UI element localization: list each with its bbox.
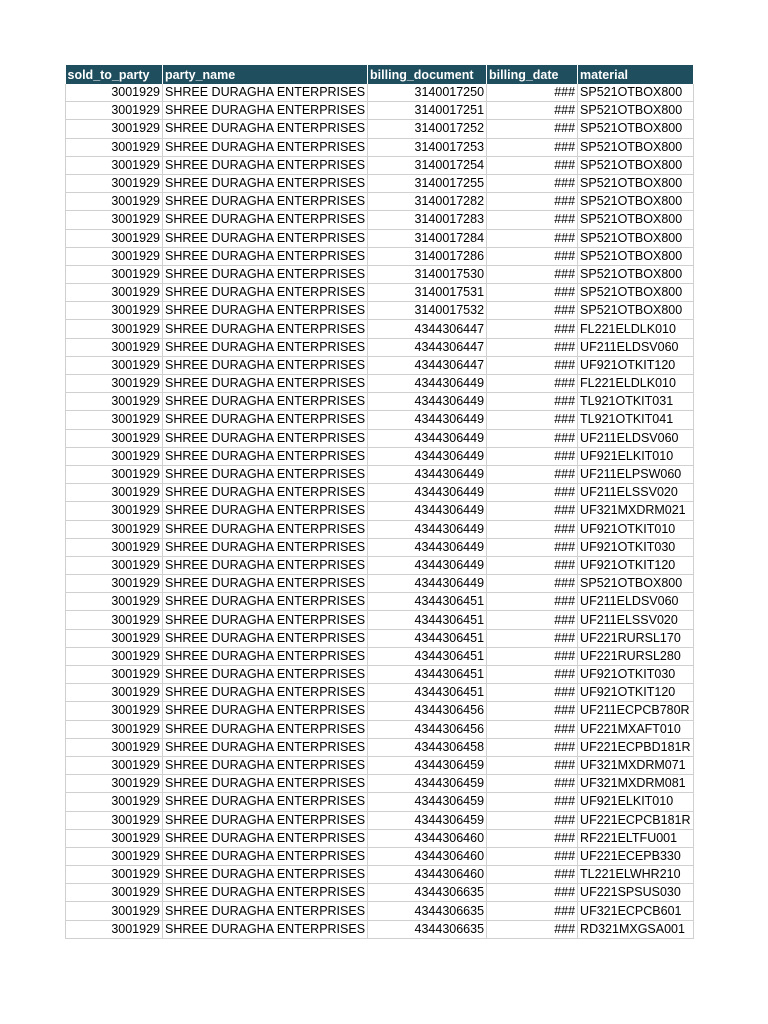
material-cell[interactable]: UF321MXDRM071 bbox=[578, 756, 693, 774]
material-cell[interactable]: UF921OTKIT120 bbox=[578, 556, 693, 574]
billing-document-cell[interactable]: 4344306449 bbox=[368, 575, 487, 593]
sold-to-party-cell[interactable]: 3001929 bbox=[66, 447, 163, 465]
billing-document-cell[interactable]: 4344306447 bbox=[368, 320, 487, 338]
billing-date-cell[interactable]: ### bbox=[487, 338, 578, 356]
material-cell[interactable]: UF211ECPCB780R bbox=[578, 702, 693, 720]
material-cell[interactable]: UF221SPSUS030 bbox=[578, 884, 693, 902]
sold-to-party-cell[interactable]: 3001929 bbox=[66, 847, 163, 865]
billing-document-cell[interactable]: 4344306449 bbox=[368, 484, 487, 502]
table-row bbox=[66, 465, 694, 483]
table-row bbox=[66, 120, 694, 138]
material-cell[interactable]: UF321MXDRM021 bbox=[578, 502, 693, 520]
sold-to-party-cell[interactable]: 3001929 bbox=[66, 229, 163, 247]
sold-to-party-cell[interactable]: 3001929 bbox=[66, 120, 163, 138]
sold-to-party-cell[interactable]: 3001929 bbox=[66, 211, 163, 229]
billing-document-cell[interactable]: 3140017283 bbox=[368, 211, 487, 229]
billing-document-cell[interactable]: 3140017253 bbox=[368, 138, 487, 156]
table-row bbox=[66, 684, 694, 702]
table-row bbox=[66, 902, 694, 920]
material-cell[interactable]: RD321MXGSA001 bbox=[578, 920, 693, 938]
billing-document-cell[interactable]: 4344306460 bbox=[368, 866, 487, 884]
billing-document-cell[interactable]: 4344306449 bbox=[368, 502, 487, 520]
billing-document-cell[interactable]: 4344306459 bbox=[368, 811, 487, 829]
header-material[interactable]: material bbox=[578, 65, 693, 84]
material-cell[interactable]: UF211ELSSV020 bbox=[578, 611, 693, 629]
material-cell[interactable]: UF211ELSSV020 bbox=[578, 484, 693, 502]
material-cell[interactable]: SP521OTBOX800 bbox=[578, 156, 693, 174]
party-name-cell[interactable]: SHREE DURAGHA ENTERPRISES bbox=[163, 629, 368, 647]
billing-document-cell[interactable]: 3140017255 bbox=[368, 174, 487, 192]
billing-document-cell[interactable]: 4344306635 bbox=[368, 920, 487, 938]
sold-to-party-cell[interactable]: 3001929 bbox=[66, 265, 163, 283]
table-row bbox=[66, 284, 694, 302]
table-row bbox=[66, 629, 694, 647]
table-row bbox=[66, 593, 694, 611]
sold-to-party-cell[interactable]: 3001929 bbox=[66, 102, 163, 120]
billing-document-cell[interactable]: 3140017531 bbox=[368, 284, 487, 302]
sold-to-party-cell[interactable]: 3001929 bbox=[66, 284, 163, 302]
billing-date-cell[interactable]: ### bbox=[487, 884, 578, 902]
table-row bbox=[66, 411, 694, 429]
table-row bbox=[66, 502, 694, 520]
material-cell[interactable]: UF921OTKIT030 bbox=[578, 538, 693, 556]
table-row bbox=[66, 211, 694, 229]
party-name-cell[interactable]: SHREE DURAGHA ENTERPRISES bbox=[163, 447, 368, 465]
billing-date-cell[interactable]: ### bbox=[487, 811, 578, 829]
table-row bbox=[66, 829, 694, 847]
material-cell[interactable]: TL921OTKIT041 bbox=[578, 411, 693, 429]
party-name-cell[interactable]: SHREE DURAGHA ENTERPRISES bbox=[163, 211, 368, 229]
table-row bbox=[66, 538, 694, 556]
sold-to-party-cell[interactable]: 3001929 bbox=[66, 866, 163, 884]
party-name-cell[interactable]: SHREE DURAGHA ENTERPRISES bbox=[163, 756, 368, 774]
material-cell[interactable]: SP521OTBOX800 bbox=[578, 302, 693, 320]
billing-document-cell[interactable]: 3140017284 bbox=[368, 229, 487, 247]
party-name-cell[interactable]: SHREE DURAGHA ENTERPRISES bbox=[163, 84, 368, 102]
sold-to-party-cell[interactable]: 3001929 bbox=[66, 902, 163, 920]
billing-document-cell[interactable]: 4344306449 bbox=[368, 393, 487, 411]
party-name-cell[interactable]: SHREE DURAGHA ENTERPRISES bbox=[163, 611, 368, 629]
party-name-cell[interactable]: SHREE DURAGHA ENTERPRISES bbox=[163, 775, 368, 793]
billing-date-cell[interactable]: ### bbox=[487, 284, 578, 302]
billing-document-cell[interactable]: 4344306458 bbox=[368, 738, 487, 756]
material-cell[interactable]: UF321MXDRM081 bbox=[578, 775, 693, 793]
billing-document-cell[interactable]: 4344306447 bbox=[368, 338, 487, 356]
material-cell[interactable]: FL221ELDLK010 bbox=[578, 375, 693, 393]
sold-to-party-cell[interactable]: 3001929 bbox=[66, 484, 163, 502]
party-name-cell[interactable]: SHREE DURAGHA ENTERPRISES bbox=[163, 247, 368, 265]
sold-to-party-cell[interactable]: 3001929 bbox=[66, 520, 163, 538]
billing-document-cell[interactable]: 4344306451 bbox=[368, 593, 487, 611]
billing-document-cell[interactable]: 3140017532 bbox=[368, 302, 487, 320]
table-row bbox=[66, 156, 694, 174]
sold-to-party-cell[interactable]: 3001929 bbox=[66, 465, 163, 483]
sold-to-party-cell[interactable]: 3001929 bbox=[66, 793, 163, 811]
sold-to-party-cell[interactable]: 3001929 bbox=[66, 775, 163, 793]
material-cell[interactable]: UF211ELDSV060 bbox=[578, 593, 693, 611]
sold-to-party-cell[interactable]: 3001929 bbox=[66, 556, 163, 574]
table-row bbox=[66, 702, 694, 720]
billing-date-cell[interactable]: ### bbox=[487, 265, 578, 283]
material-cell[interactable]: FL221ELDLK010 bbox=[578, 320, 693, 338]
sold-to-party-cell[interactable]: 3001929 bbox=[66, 920, 163, 938]
material-cell[interactable]: UF921ELKIT010 bbox=[578, 793, 693, 811]
party-name-cell[interactable]: SHREE DURAGHA ENTERPRISES bbox=[163, 811, 368, 829]
material-cell[interactable]: UF221ECPBD181R bbox=[578, 738, 693, 756]
table-row bbox=[66, 429, 694, 447]
billing-document-cell[interactable]: 4344306451 bbox=[368, 647, 487, 665]
header-billing-document[interactable]: billing_document bbox=[368, 65, 487, 84]
sold-to-party-cell[interactable]: 3001929 bbox=[66, 174, 163, 192]
sold-to-party-cell[interactable]: 3001929 bbox=[66, 338, 163, 356]
billing-date-cell[interactable]: ### bbox=[487, 429, 578, 447]
billing-date-cell[interactable]: ### bbox=[487, 411, 578, 429]
billing-table bbox=[65, 65, 694, 939]
party-name-cell[interactable]: SHREE DURAGHA ENTERPRISES bbox=[163, 375, 368, 393]
material-cell[interactable]: TL921OTKIT031 bbox=[578, 393, 693, 411]
billing-document-cell[interactable]: 4344306456 bbox=[368, 720, 487, 738]
billing-date-cell[interactable]: ### bbox=[487, 193, 578, 211]
billing-date-cell[interactable]: ### bbox=[487, 174, 578, 192]
billing-date-cell[interactable]: ### bbox=[487, 556, 578, 574]
sold-to-party-cell[interactable]: 3001929 bbox=[66, 302, 163, 320]
billing-date-cell[interactable]: ### bbox=[487, 465, 578, 483]
party-name-cell[interactable]: SHREE DURAGHA ENTERPRISES bbox=[163, 174, 368, 192]
party-name-cell[interactable]: SHREE DURAGHA ENTERPRISES bbox=[163, 866, 368, 884]
material-cell[interactable]: UF921OTKIT030 bbox=[578, 666, 693, 684]
material-cell[interactable]: UF921OTKIT010 bbox=[578, 520, 693, 538]
billing-date-cell[interactable]: ### bbox=[487, 102, 578, 120]
party-name-cell[interactable]: SHREE DURAGHA ENTERPRISES bbox=[163, 829, 368, 847]
party-name-cell[interactable]: SHREE DURAGHA ENTERPRISES bbox=[163, 684, 368, 702]
billing-document-cell[interactable]: 4344306460 bbox=[368, 847, 487, 865]
billing-document-cell[interactable]: 4344306449 bbox=[368, 465, 487, 483]
table-row bbox=[66, 647, 694, 665]
table-row bbox=[66, 138, 694, 156]
billing-date-cell[interactable]: ### bbox=[487, 484, 578, 502]
party-name-cell[interactable]: SHREE DURAGHA ENTERPRISES bbox=[163, 666, 368, 684]
material-cell[interactable]: UF221RURSL170 bbox=[578, 629, 693, 647]
table-row bbox=[66, 920, 694, 938]
billing-date-cell[interactable]: ### bbox=[487, 229, 578, 247]
material-cell[interactable]: SP521OTBOX800 bbox=[578, 211, 693, 229]
table-row bbox=[66, 775, 694, 793]
party-name-cell[interactable]: SHREE DURAGHA ENTERPRISES bbox=[163, 229, 368, 247]
billing-date-cell[interactable]: ### bbox=[487, 593, 578, 611]
sold-to-party-cell[interactable]: 3001929 bbox=[66, 684, 163, 702]
material-cell[interactable]: UF921OTKIT120 bbox=[578, 356, 693, 374]
billing-document-cell[interactable]: 4344306447 bbox=[368, 356, 487, 374]
table-row bbox=[66, 556, 694, 574]
table-row bbox=[66, 447, 694, 465]
billing-date-cell[interactable]: ### bbox=[487, 829, 578, 847]
sold-to-party-cell[interactable]: 3001929 bbox=[66, 575, 163, 593]
party-name-cell[interactable]: SHREE DURAGHA ENTERPRISES bbox=[163, 593, 368, 611]
table-row bbox=[66, 866, 694, 884]
party-name-cell[interactable]: SHREE DURAGHA ENTERPRISES bbox=[163, 647, 368, 665]
sold-to-party-cell[interactable]: 3001929 bbox=[66, 611, 163, 629]
billing-date-cell[interactable]: ### bbox=[487, 738, 578, 756]
billing-date-cell[interactable]: ### bbox=[487, 211, 578, 229]
table-row bbox=[66, 611, 694, 629]
party-name-cell[interactable]: SHREE DURAGHA ENTERPRISES bbox=[163, 556, 368, 574]
table-row bbox=[66, 575, 694, 593]
party-name-cell[interactable]: SHREE DURAGHA ENTERPRISES bbox=[163, 302, 368, 320]
table-row bbox=[66, 320, 694, 338]
billing-date-cell[interactable]: ### bbox=[487, 793, 578, 811]
billing-date-cell[interactable]: ### bbox=[487, 684, 578, 702]
sold-to-party-cell[interactable]: 3001929 bbox=[66, 356, 163, 374]
billing-document-cell[interactable]: 4344306451 bbox=[368, 611, 487, 629]
sold-to-party-cell[interactable]: 3001929 bbox=[66, 375, 163, 393]
sold-to-party-cell[interactable]: 3001929 bbox=[66, 720, 163, 738]
party-name-cell[interactable]: SHREE DURAGHA ENTERPRISES bbox=[163, 575, 368, 593]
sold-to-party-cell[interactable]: 3001929 bbox=[66, 647, 163, 665]
billing-document-cell[interactable]: 4344306449 bbox=[368, 520, 487, 538]
material-cell[interactable]: SP521OTBOX800 bbox=[578, 138, 693, 156]
material-cell[interactable]: RF221ELTFU001 bbox=[578, 829, 693, 847]
material-cell[interactable]: UF211ELDSV060 bbox=[578, 338, 693, 356]
party-name-cell[interactable]: SHREE DURAGHA ENTERPRISES bbox=[163, 520, 368, 538]
table-row bbox=[66, 847, 694, 865]
table-row bbox=[66, 102, 694, 120]
table-body bbox=[66, 84, 694, 938]
table-row bbox=[66, 247, 694, 265]
billing-date-cell[interactable]: ### bbox=[487, 920, 578, 938]
table-row bbox=[66, 356, 694, 374]
material-cell[interactable]: UF221ECPCB181R bbox=[578, 811, 693, 829]
material-cell[interactable]: SP521OTBOX800 bbox=[578, 229, 693, 247]
table-row bbox=[66, 302, 694, 320]
table-row bbox=[66, 375, 694, 393]
billing-date-cell[interactable]: ### bbox=[487, 393, 578, 411]
table-row bbox=[66, 229, 694, 247]
sold-to-party-cell[interactable]: 3001929 bbox=[66, 84, 163, 102]
sold-to-party-cell[interactable]: 3001929 bbox=[66, 411, 163, 429]
party-name-cell[interactable]: SHREE DURAGHA ENTERPRISES bbox=[163, 484, 368, 502]
billing-document-cell[interactable]: 4344306459 bbox=[368, 756, 487, 774]
sold-to-party-cell[interactable]: 3001929 bbox=[66, 138, 163, 156]
sold-to-party-cell[interactable]: 3001929 bbox=[66, 156, 163, 174]
billing-date-cell[interactable]: ### bbox=[487, 302, 578, 320]
table-row bbox=[66, 756, 694, 774]
billing-date-cell[interactable]: ### bbox=[487, 138, 578, 156]
sold-to-party-cell[interactable]: 3001929 bbox=[66, 393, 163, 411]
table-row bbox=[66, 84, 694, 102]
party-name-cell[interactable]: SHREE DURAGHA ENTERPRISES bbox=[163, 320, 368, 338]
party-name-cell[interactable]: SHREE DURAGHA ENTERPRISES bbox=[163, 538, 368, 556]
sold-to-party-cell[interactable]: 3001929 bbox=[66, 702, 163, 720]
billing-date-cell[interactable]: ### bbox=[487, 538, 578, 556]
billing-document-cell[interactable]: 3140017254 bbox=[368, 156, 487, 174]
billing-date-cell[interactable]: ### bbox=[487, 756, 578, 774]
sold-to-party-cell[interactable]: 3001929 bbox=[66, 429, 163, 447]
billing-date-cell[interactable]: ### bbox=[487, 629, 578, 647]
party-name-cell[interactable]: SHREE DURAGHA ENTERPRISES bbox=[163, 393, 368, 411]
material-cell[interactable]: SP521OTBOX800 bbox=[578, 193, 693, 211]
party-name-cell[interactable]: SHREE DURAGHA ENTERPRISES bbox=[163, 120, 368, 138]
table-row bbox=[66, 338, 694, 356]
material-cell[interactable]: UF921OTKIT120 bbox=[578, 684, 693, 702]
billing-date-cell[interactable]: ### bbox=[487, 356, 578, 374]
party-name-cell[interactable]: SHREE DURAGHA ENTERPRISES bbox=[163, 284, 368, 302]
billing-date-cell[interactable]: ### bbox=[487, 575, 578, 593]
billing-date-cell[interactable]: ### bbox=[487, 775, 578, 793]
billing-date-cell[interactable]: ### bbox=[487, 647, 578, 665]
table-row bbox=[66, 393, 694, 411]
billing-date-cell[interactable]: ### bbox=[487, 120, 578, 138]
billing-date-cell[interactable]: ### bbox=[487, 502, 578, 520]
sold-to-party-cell[interactable]: 3001929 bbox=[66, 320, 163, 338]
billing-document-cell[interactable]: 4344306451 bbox=[368, 666, 487, 684]
material-cell[interactable]: SP521OTBOX800 bbox=[578, 265, 693, 283]
sold-to-party-cell[interactable]: 3001929 bbox=[66, 884, 163, 902]
sold-to-party-cell[interactable]: 3001929 bbox=[66, 502, 163, 520]
billing-document-cell[interactable]: 4344306449 bbox=[368, 411, 487, 429]
billing-document-cell[interactable]: 3140017530 bbox=[368, 265, 487, 283]
table-row bbox=[66, 738, 694, 756]
billing-date-cell[interactable]: ### bbox=[487, 611, 578, 629]
sold-to-party-cell[interactable]: 3001929 bbox=[66, 666, 163, 684]
billing-date-cell[interactable]: ### bbox=[487, 847, 578, 865]
material-cell[interactable]: UF221ECEPB330 bbox=[578, 847, 693, 865]
billing-document-cell[interactable]: 4344306449 bbox=[368, 375, 487, 393]
party-name-cell[interactable]: SHREE DURAGHA ENTERPRISES bbox=[163, 138, 368, 156]
billing-document-cell[interactable]: 4344306451 bbox=[368, 684, 487, 702]
material-cell[interactable]: UF321ECPCB601 bbox=[578, 902, 693, 920]
billing-document-cell[interactable]: 4344306449 bbox=[368, 556, 487, 574]
party-name-cell[interactable]: SHREE DURAGHA ENTERPRISES bbox=[163, 429, 368, 447]
billing-date-cell[interactable]: ### bbox=[487, 866, 578, 884]
sold-to-party-cell[interactable]: 3001929 bbox=[66, 247, 163, 265]
party-name-cell[interactable]: SHREE DURAGHA ENTERPRISES bbox=[163, 738, 368, 756]
party-name-cell[interactable]: SHREE DURAGHA ENTERPRISES bbox=[163, 847, 368, 865]
table-row bbox=[66, 666, 694, 684]
billing-document-cell[interactable]: 3140017286 bbox=[368, 247, 487, 265]
billing-date-cell[interactable]: ### bbox=[487, 702, 578, 720]
table-row bbox=[66, 720, 694, 738]
table-row bbox=[66, 174, 694, 192]
billing-document-cell[interactable]: 3140017251 bbox=[368, 102, 487, 120]
billing-date-cell[interactable]: ### bbox=[487, 156, 578, 174]
billing-document-cell[interactable]: 4344306449 bbox=[368, 447, 487, 465]
material-cell[interactable]: SP521OTBOX800 bbox=[578, 102, 693, 120]
billing-document-cell[interactable]: 4344306460 bbox=[368, 829, 487, 847]
billing-date-cell[interactable]: ### bbox=[487, 84, 578, 102]
party-name-cell[interactable]: SHREE DURAGHA ENTERPRISES bbox=[163, 411, 368, 429]
billing-document-cell[interactable]: 3140017282 bbox=[368, 193, 487, 211]
table-row bbox=[66, 520, 694, 538]
table-row bbox=[66, 884, 694, 902]
billing-document-cell[interactable]: 4344306635 bbox=[368, 902, 487, 920]
material-cell[interactable]: SP521OTBOX800 bbox=[578, 575, 693, 593]
sold-to-party-cell[interactable]: 3001929 bbox=[66, 738, 163, 756]
billing-document-cell[interactable]: 3140017250 bbox=[368, 84, 487, 102]
party-name-cell[interactable]: SHREE DURAGHA ENTERPRISES bbox=[163, 920, 368, 938]
party-name-cell[interactable]: SHREE DURAGHA ENTERPRISES bbox=[163, 720, 368, 738]
sold-to-party-cell[interactable]: 3001929 bbox=[66, 538, 163, 556]
material-cell[interactable]: UF221RURSL280 bbox=[578, 647, 693, 665]
header-billing-date[interactable]: billing_date bbox=[487, 65, 578, 84]
table-row bbox=[66, 265, 694, 283]
billing-document-cell[interactable]: 4344306459 bbox=[368, 793, 487, 811]
material-cell[interactable]: UF211ELDSV060 bbox=[578, 429, 693, 447]
billing-document-cell[interactable]: 4344306449 bbox=[368, 429, 487, 447]
material-cell[interactable]: SP521OTBOX800 bbox=[578, 284, 693, 302]
party-name-cell[interactable]: SHREE DURAGHA ENTERPRISES bbox=[163, 884, 368, 902]
sold-to-party-cell[interactable]: 3001929 bbox=[66, 829, 163, 847]
billing-document-cell[interactable]: 4344306456 bbox=[368, 702, 487, 720]
billing-date-cell[interactable]: ### bbox=[487, 520, 578, 538]
billing-document-cell[interactable]: 3140017252 bbox=[368, 120, 487, 138]
table-row bbox=[66, 193, 694, 211]
sold-to-party-cell[interactable]: 3001929 bbox=[66, 593, 163, 611]
billing-date-cell[interactable]: ### bbox=[487, 375, 578, 393]
billing-date-cell[interactable]: ### bbox=[487, 720, 578, 738]
party-name-cell[interactable]: SHREE DURAGHA ENTERPRISES bbox=[163, 502, 368, 520]
party-name-cell[interactable]: SHREE DURAGHA ENTERPRISES bbox=[163, 193, 368, 211]
material-cell[interactable]: SP521OTBOX800 bbox=[578, 84, 693, 102]
sold-to-party-cell[interactable]: 3001929 bbox=[66, 811, 163, 829]
billing-document-cell[interactable]: 4344306451 bbox=[368, 629, 487, 647]
material-cell[interactable]: SP521OTBOX800 bbox=[578, 120, 693, 138]
table-row bbox=[66, 484, 694, 502]
material-cell[interactable]: UF221MXAFT010 bbox=[578, 720, 693, 738]
billing-document-cell[interactable]: 4344306459 bbox=[368, 775, 487, 793]
header-row bbox=[66, 65, 694, 84]
party-name-cell[interactable]: SHREE DURAGHA ENTERPRISES bbox=[163, 338, 368, 356]
sold-to-party-cell[interactable]: 3001929 bbox=[66, 193, 163, 211]
party-name-cell[interactable]: SHREE DURAGHA ENTERPRISES bbox=[163, 702, 368, 720]
material-cell[interactable]: TL221ELWHR210 bbox=[578, 866, 693, 884]
sold-to-party-cell[interactable]: 3001929 bbox=[66, 629, 163, 647]
material-cell[interactable]: UF921ELKIT010 bbox=[578, 447, 693, 465]
party-name-cell[interactable]: SHREE DURAGHA ENTERPRISES bbox=[163, 902, 368, 920]
billing-date-cell[interactable]: ### bbox=[487, 666, 578, 684]
billing-date-cell[interactable]: ### bbox=[487, 902, 578, 920]
billing-date-cell[interactable]: ### bbox=[487, 320, 578, 338]
party-name-cell[interactable]: SHREE DURAGHA ENTERPRISES bbox=[163, 156, 368, 174]
billing-document-cell[interactable]: 4344306635 bbox=[368, 884, 487, 902]
material-cell[interactable]: SP521OTBOX800 bbox=[578, 174, 693, 192]
party-name-cell[interactable]: SHREE DURAGHA ENTERPRISES bbox=[163, 356, 368, 374]
material-cell[interactable]: SP521OTBOX800 bbox=[578, 247, 693, 265]
table-row bbox=[66, 811, 694, 829]
header-sold-to-party[interactable]: sold_to_party bbox=[66, 65, 163, 84]
party-name-cell[interactable]: SHREE DURAGHA ENTERPRISES bbox=[163, 102, 368, 120]
billing-date-cell[interactable]: ### bbox=[487, 247, 578, 265]
material-cell[interactable]: UF211ELPSW060 bbox=[578, 465, 693, 483]
billing-date-cell[interactable]: ### bbox=[487, 447, 578, 465]
billing-document-cell[interactable]: 4344306449 bbox=[368, 538, 487, 556]
party-name-cell[interactable]: SHREE DURAGHA ENTERPRISES bbox=[163, 265, 368, 283]
party-name-cell[interactable]: SHREE DURAGHA ENTERPRISES bbox=[163, 465, 368, 483]
party-name-cell[interactable]: SHREE DURAGHA ENTERPRISES bbox=[163, 793, 368, 811]
header-party-name[interactable]: party_name bbox=[163, 65, 368, 84]
sold-to-party-cell[interactable]: 3001929 bbox=[66, 756, 163, 774]
table-row bbox=[66, 793, 694, 811]
